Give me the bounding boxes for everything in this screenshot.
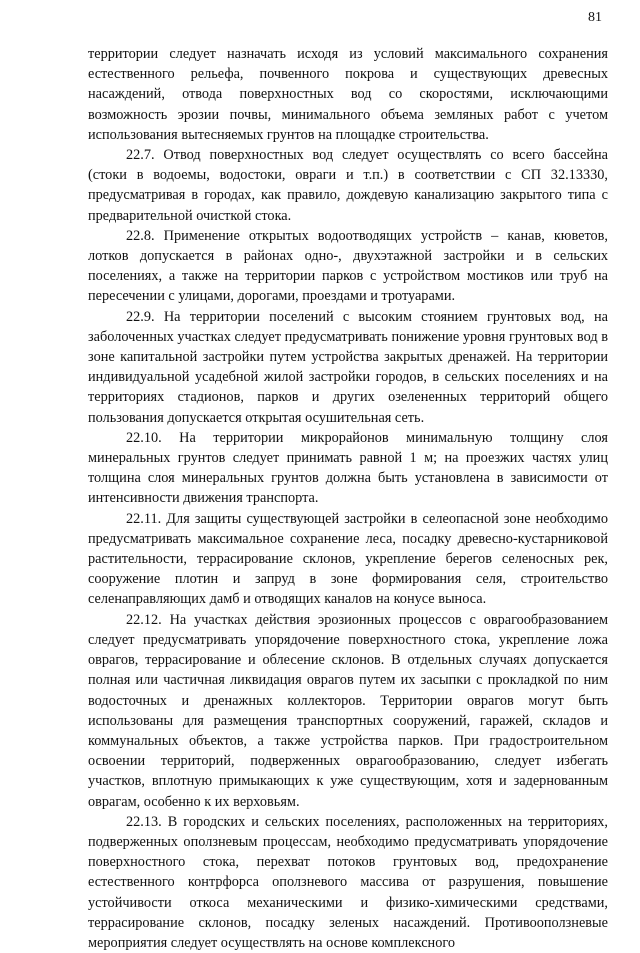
paragraph-continuation: территории следует назначать исходя из условий максимального сохранения естественного рельефа, почвенного покрова и существующих древесных насаждений, отвода поверхностных вод со скоростями, исключающими возможность эрозии почвы, минимального объема земляных работ с учетом использования вытесняемых грунтов на площадке строительства. [88, 46, 608, 143]
paragraph-22-13: 22.13. В городских и сельских поселениях, расположенных на территориях, подверженных оползневым процессам, необходимо предусматривать упорядочение поверхностного стока, перехват потоков грунтовых вод, предохранение естественного контрфорса оползневого массива от разрушения, повышение устойчивости откоса механическими и физико-химическими средствами, террасирование склонов, посадку зеленых насаждений. Противооползневые мероприятия следует осуществлять на основе комплексного [88, 813, 608, 951]
page-number: 81 [588, 10, 602, 25]
body-text [88, 44, 608, 953]
paragraph-22-11: 22.11. Для защиты существующей застройки в селеопасной зоне необходимо предусматривать максимальное сохранение леса, посадку древесно-кустарниковой растительности, террасирование склонов, укрепление берегов селеносных рек, сооружение плотин и запруд в зоне формирования селя, строительство селенаправляющих дамб и отводящих каналов на конусе выноса. [88, 510, 608, 608]
paragraph-22-8: 22.8. Применение открытых водоотводящих устройств – канав, кюветов, лотков допускается в районах одно-, двухэтажной застройки и в сельских поселениях, а также на территории парков с устройством мостиков или труб на пересечении с улицами, дорогами, проездами и тротуарами. [88, 227, 608, 305]
paragraph-22-12: 22.12. На участках действия эрозионных процессов с оврагообразованием следует предусматривать упорядочение поверхностного стока, укрепление ложа оврагов, террасирование и облесение склонов. В отдельных случаях допускается полная или частичная ликвидация оврагов путем их засыпки с прокладкой по ним водосточных и дренажных коллекторов. Территории оврагов могут быть использованы для размещения транспортных сооружений, гаражей, складов и коммунальных объектов, а также устройства парков. При градостроительном освоении территорий, подверженных оврагообразованию, следует избегать участков, вплотную примыкающих к уже существующим, хотя и задернованным оврагам, особенно к их верховьям. [88, 611, 608, 810]
paragraph-22-7: 22.7. Отвод поверхностных вод следует осуществлять со всего бассейна (стоки в водоемы, водостоки, овраги и т.п.) в соответствии с СП 32.13330, предусматривая в городах, как правило, дождевую канализацию закрытого типа с предварительной очисткой стока. [88, 147, 608, 224]
paragraph-22-10: 22.10. На территории микрорайонов минимальную толщину слоя минеральных грунтов следует принимать равной 1 м; на проезжих частях улиц толщина слоя минеральных грунтов должна быть установлена в зависимости от интенсивности движения транспорта. [88, 429, 608, 507]
paragraph-22-9: 22.9. На территории поселений с высоким стоянием грунтовых вод, на заболоченных участках следует предусматривать понижение уровня грунтовых вод в зоне капитальной застройки путем устройства закрытых дренажей. На территории индивидуальной усадебной жилой застройки городов, в сельских поселениях и на территориях стадионов, парков и других озелененных территорий общего пользования допускается открытая осушительная сеть. [88, 308, 608, 426]
